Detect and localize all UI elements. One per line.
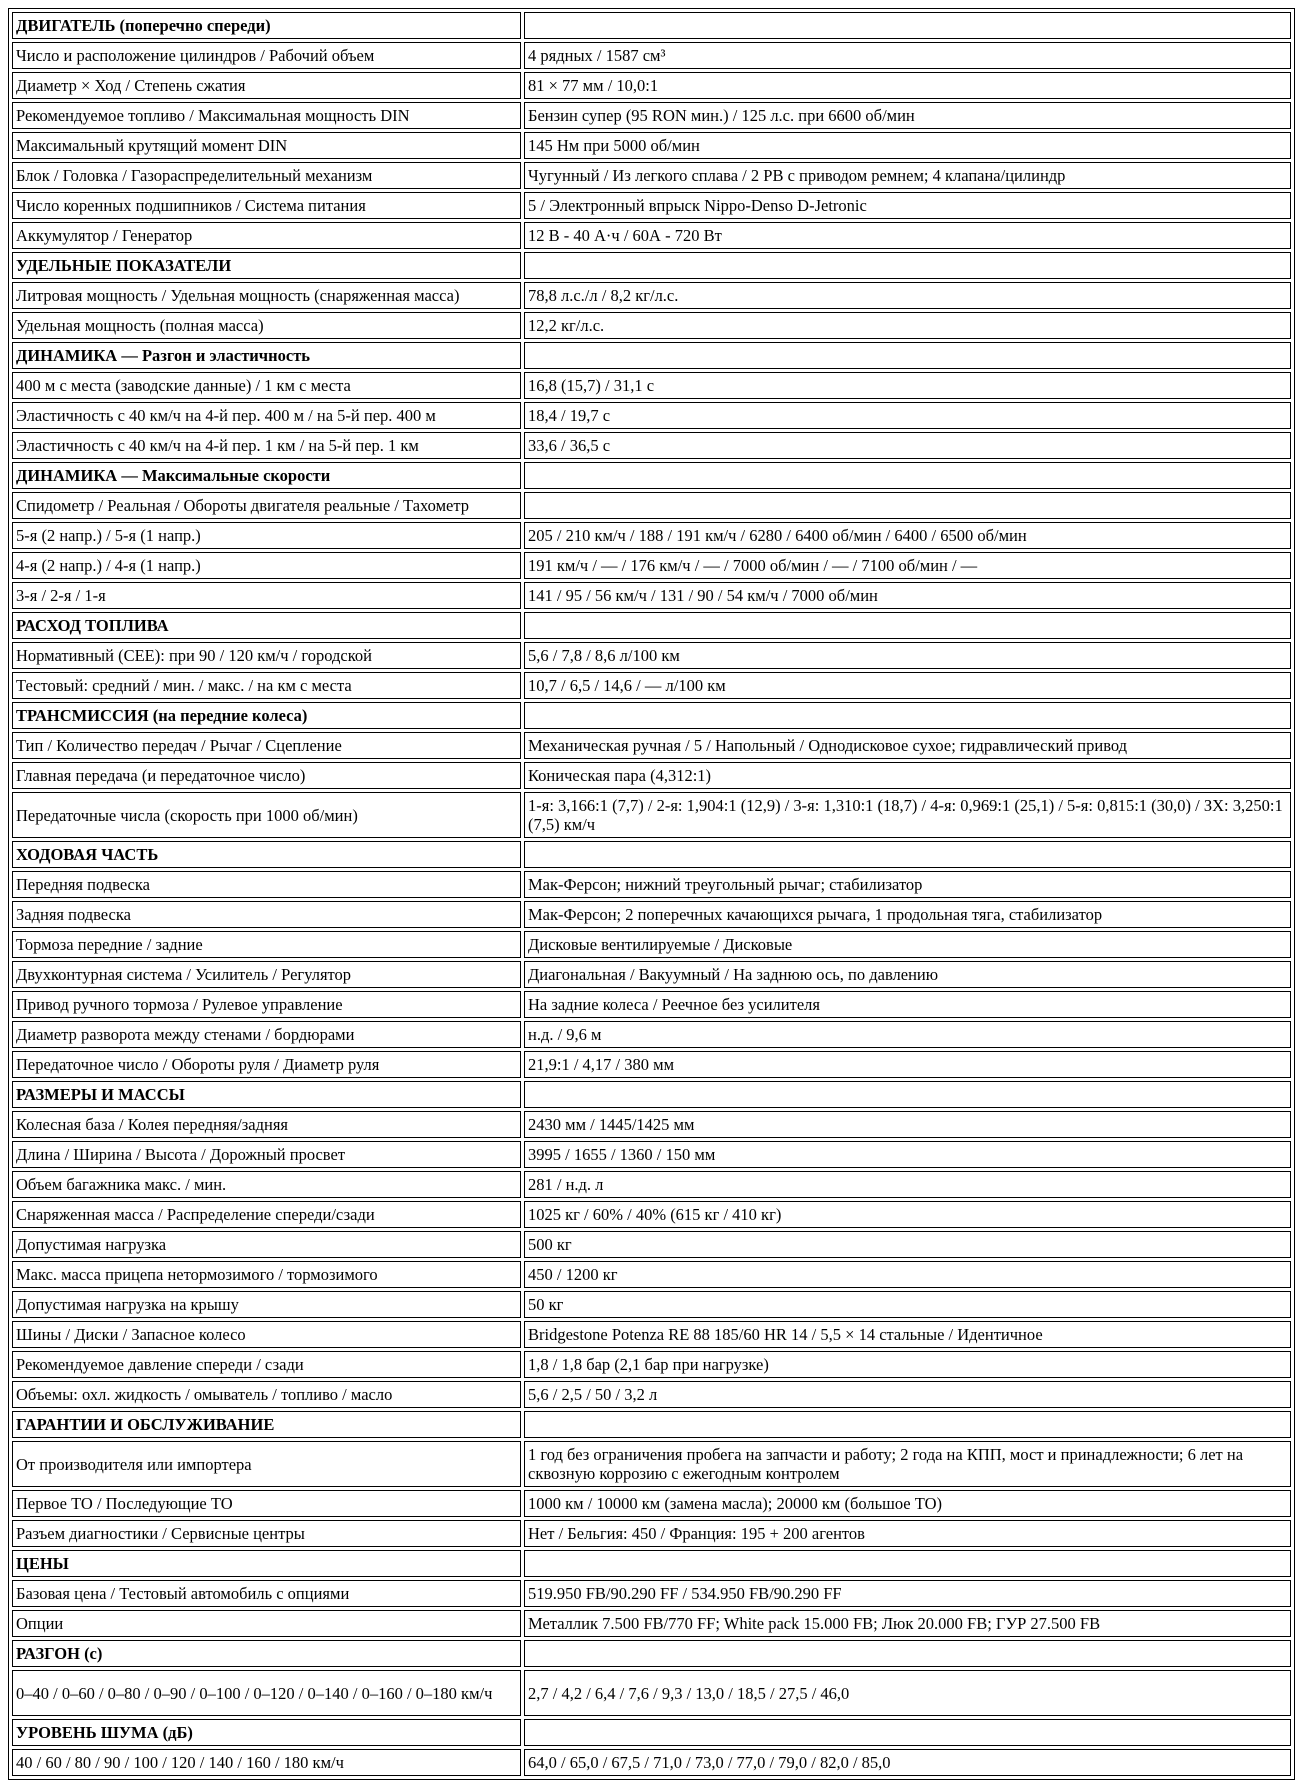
table-row xyxy=(12,1291,1291,1318)
parameter-value xyxy=(524,1719,1291,1746)
parameter-value: 1-я: 3,166:1 (7,7) / 2-я: 1,904:1 (12,9) / 3-я: 1,310:1 (18,7) / 4-я: 0,969:1 (25,1) / 5-я: 0,815:1 (30,0) / ЗХ: 3,250:1 (7,5) км/ч xyxy=(524,792,1291,838)
table-row xyxy=(12,1171,1291,1198)
table-row xyxy=(12,871,1291,898)
table-row xyxy=(12,1520,1291,1547)
parameter-label: Рекомендуемое топливо / Максимальная мощность DIN xyxy=(12,102,521,129)
table-row xyxy=(12,1231,1291,1258)
parameter-value: 2,7 / 4,2 / 6,4 / 7,6 / 9,3 / 13,0 / 18,5 / 27,5 / 46,0 xyxy=(524,1670,1291,1716)
section-header-row xyxy=(12,1411,1291,1438)
section-header-row xyxy=(12,12,1291,39)
table-row xyxy=(12,901,1291,928)
table-row xyxy=(12,1490,1291,1517)
parameter-value xyxy=(524,252,1291,279)
table-row xyxy=(12,1670,1291,1716)
parameter-label: Тестовый: средний / мин. / макс. / на км с места xyxy=(12,672,521,699)
table-row xyxy=(12,961,1291,988)
section-header-row xyxy=(12,1550,1291,1577)
parameter-label: Шины / Диски / Запасное колесо xyxy=(12,1321,521,1348)
parameter-value xyxy=(524,342,1291,369)
table-row xyxy=(12,522,1291,549)
table-row xyxy=(12,1351,1291,1378)
parameter-value: 16,8 (15,7) / 31,1 с xyxy=(524,372,1291,399)
table-row xyxy=(12,102,1291,129)
parameter-label: Двухконтурная система / Усилитель / Регулятор xyxy=(12,961,521,988)
table-row xyxy=(12,192,1291,219)
table-row xyxy=(12,1021,1291,1048)
parameter-value xyxy=(524,841,1291,868)
parameter-label: Допустимая нагрузка xyxy=(12,1231,521,1258)
section-header-row xyxy=(12,462,1291,489)
section-header-row xyxy=(12,1719,1291,1746)
parameter-value: 5 / Электронный впрыск Nippo-Denso D-Jetronic xyxy=(524,192,1291,219)
parameter-label: 5-я (2 напр.) / 5-я (1 напр.) xyxy=(12,522,521,549)
section-title: РАЗМЕРЫ И МАССЫ xyxy=(12,1081,521,1108)
parameter-label: Тормоза передние / задние xyxy=(12,931,521,958)
parameter-label: Эластичность с 40 км/ч на 4-й пер. 400 м / на 5-й пер. 400 м xyxy=(12,402,521,429)
section-header-row xyxy=(12,702,1291,729)
parameter-value: 5,6 / 2,5 / 50 / 3,2 л xyxy=(524,1381,1291,1408)
parameter-label: Блок / Головка / Газораспределительный механизм xyxy=(12,162,521,189)
parameter-value xyxy=(524,1081,1291,1108)
parameter-label: От производителя или импортера xyxy=(12,1441,521,1487)
section-header-row xyxy=(12,1081,1291,1108)
parameter-value: Дисковые вентилируемые / Дисковые xyxy=(524,931,1291,958)
parameter-value: 4 рядных / 1587 см³ xyxy=(524,42,1291,69)
table-row xyxy=(12,931,1291,958)
table-row xyxy=(12,991,1291,1018)
table-row xyxy=(12,1381,1291,1408)
parameter-label: Макс. масса прицепа нетормозимого / тормозимого xyxy=(12,1261,521,1288)
table-row xyxy=(12,762,1291,789)
parameter-label: Опции xyxy=(12,1610,521,1637)
parameter-value: 64,0 / 65,0 / 67,5 / 71,0 / 73,0 / 77,0 / 79,0 / 82,0 / 85,0 xyxy=(524,1749,1291,1776)
section-header-row xyxy=(12,342,1291,369)
parameter-label: Объемы: охл. жидкость / омыватель / топливо / масло xyxy=(12,1381,521,1408)
parameter-label: Передняя подвеска xyxy=(12,871,521,898)
parameter-value: Мак-Ферсон; нижний треугольный рычаг; стабилизатор xyxy=(524,871,1291,898)
parameter-label: Привод ручного тормоза / Рулевое управление xyxy=(12,991,521,1018)
table-row xyxy=(12,582,1291,609)
section-title: ДВИГАТЕЛЬ (поперечно спереди) xyxy=(12,12,521,39)
parameter-value: 33,6 / 36,5 с xyxy=(524,432,1291,459)
parameter-label: 400 м с места (заводские данные) / 1 км с места xyxy=(12,372,521,399)
parameter-label: Удельная мощность (полная масса) xyxy=(12,312,521,339)
table-row xyxy=(12,72,1291,99)
table-row xyxy=(12,162,1291,189)
parameter-value: 10,7 / 6,5 / 14,6 / — л/100 км xyxy=(524,672,1291,699)
spec-table xyxy=(8,8,1295,1780)
section-title: РАСХОД ТОПЛИВА xyxy=(12,612,521,639)
parameter-label: Нормативный (СЕЕ): при 90 / 120 км/ч / городской xyxy=(12,642,521,669)
parameter-value: 519.950 FB/90.290 FF / 534.950 FB/90.290 FF xyxy=(524,1580,1291,1607)
parameter-label: Объем багажника макс. / мин. xyxy=(12,1171,521,1198)
section-title: УРОВЕНЬ ШУМА (дБ) xyxy=(12,1719,521,1746)
table-row xyxy=(12,222,1291,249)
parameter-value xyxy=(524,1640,1291,1667)
parameter-value: Чугунный / Из легкого сплава / 2 РВ с приводом ремнем; 4 клапана/цилиндр xyxy=(524,162,1291,189)
table-row xyxy=(12,42,1291,69)
table-row xyxy=(12,642,1291,669)
parameter-value: Bridgestone Potenza RE 88 185/60 HR 14 / 5,5 × 14 стальные / Идентичное xyxy=(524,1321,1291,1348)
parameter-value: 81 × 77 мм / 10,0:1 xyxy=(524,72,1291,99)
parameter-value: 5,6 / 7,8 / 8,6 л/100 км xyxy=(524,642,1291,669)
parameter-value: 1 год без ограничения пробега на запчасти и работу; 2 года на КПП, мост и принадлежности; 6 лет на сквозную коррозию с ежегодным контролем xyxy=(524,1441,1291,1487)
parameter-value: 145 Нм при 5000 об/мин xyxy=(524,132,1291,159)
parameter-label: Длина / Ширина / Высота / Дорожный просвет xyxy=(12,1141,521,1168)
table-row xyxy=(12,732,1291,759)
table-row xyxy=(12,552,1291,579)
parameter-value: 50 кг xyxy=(524,1291,1291,1318)
table-row xyxy=(12,372,1291,399)
parameter-label: Задняя подвеска xyxy=(12,901,521,928)
parameter-value: 205 / 210 км/ч / 188 / 191 км/ч / 6280 / 6400 об/мин / 6400 / 6500 об/мин xyxy=(524,522,1291,549)
parameter-label: 3-я / 2-я / 1-я xyxy=(12,582,521,609)
table-row xyxy=(12,672,1291,699)
parameter-label: Аккумулятор / Генератор xyxy=(12,222,521,249)
table-row xyxy=(12,1141,1291,1168)
parameter-value: 191 км/ч / — / 176 км/ч / — / 7000 об/мин / — / 7100 об/мин / — xyxy=(524,552,1291,579)
parameter-label: Рекомендуемое давление спереди / сзади xyxy=(12,1351,521,1378)
parameter-label: Диаметр × Ход / Степень сжатия xyxy=(12,72,521,99)
parameter-value: 2430 мм / 1445/1425 мм xyxy=(524,1111,1291,1138)
parameter-value: 500 кг xyxy=(524,1231,1291,1258)
table-row xyxy=(12,1610,1291,1637)
parameter-value: 12,2 кг/л.с. xyxy=(524,312,1291,339)
parameter-value: 450 / 1200 кг xyxy=(524,1261,1291,1288)
section-title: ХОДОВАЯ ЧАСТЬ xyxy=(12,841,521,868)
table-row xyxy=(12,1261,1291,1288)
table-row xyxy=(12,132,1291,159)
parameter-value: 18,4 / 19,7 с xyxy=(524,402,1291,429)
parameter-value: н.д. / 9,6 м xyxy=(524,1021,1291,1048)
parameter-label: Разъем диагностики / Сервисные центры xyxy=(12,1520,521,1547)
parameter-label: Максимальный крутящий момент DIN xyxy=(12,132,521,159)
section-title: ТРАНСМИССИЯ (на передние колеса) xyxy=(12,702,521,729)
table-row xyxy=(12,1201,1291,1228)
table-row xyxy=(12,282,1291,309)
parameter-label: Колесная база / Колея передняя/задняя xyxy=(12,1111,521,1138)
parameter-value: Диагональная / Вакуумный / На заднюю ось, по давлению xyxy=(524,961,1291,988)
table-row xyxy=(12,312,1291,339)
parameter-label: Передаточные числа (скорость при 1000 об/мин) xyxy=(12,792,521,838)
parameter-value xyxy=(524,1411,1291,1438)
table-row xyxy=(12,1749,1291,1776)
parameter-value: 1025 кг / 60% / 40% (615 кг / 410 кг) xyxy=(524,1201,1291,1228)
parameter-value: Металлик 7.500 FB/770 FF; White pack 15.000 FB; Люк 20.000 FB; ГУР 27.500 FB xyxy=(524,1610,1291,1637)
parameter-value: 281 / н.д. л xyxy=(524,1171,1291,1198)
parameter-label: Число и расположение цилиндров / Рабочий объем xyxy=(12,42,521,69)
parameter-label: Базовая цена / Тестовый автомобиль с опциями xyxy=(12,1580,521,1607)
parameter-label: Диаметр разворота между стенами / бордюрами xyxy=(12,1021,521,1048)
parameter-label: Главная передача (и передаточное число) xyxy=(12,762,521,789)
parameter-label: Тип / Количество передач / Рычаг / Сцепление xyxy=(12,732,521,759)
parameter-label: Эластичность с 40 км/ч на 4-й пер. 1 км / на 5-й пер. 1 км xyxy=(12,432,521,459)
parameter-label: Первое ТО / Последующие ТО xyxy=(12,1490,521,1517)
table-row xyxy=(12,402,1291,429)
parameter-value: 1000 км / 10000 км (замена масла); 20000 км (большое ТО) xyxy=(524,1490,1291,1517)
section-title: УДЕЛЬНЫЕ ПОКАЗАТЕЛИ xyxy=(12,252,521,279)
parameter-value: 12 В - 40 А·ч / 60А - 720 Вт xyxy=(524,222,1291,249)
parameter-label: 40 / 60 / 80 / 90 / 100 / 120 / 140 / 160 / 180 км/ч xyxy=(12,1749,521,1776)
parameter-label: Число коренных подшипников / Система питания xyxy=(12,192,521,219)
table-row xyxy=(12,792,1291,838)
parameter-value: Нет / Бельгия: 450 / Франция: 195 + 200 агентов xyxy=(524,1520,1291,1547)
table-row xyxy=(12,1051,1291,1078)
parameter-value: Мак-Ферсон; 2 поперечных качающихся рычага, 1 продольная тяга, стабилизатор xyxy=(524,901,1291,928)
parameter-label: Снаряженная масса / Распределение спереди/сзади xyxy=(12,1201,521,1228)
table-row xyxy=(12,1321,1291,1348)
table-row xyxy=(12,492,1291,519)
parameter-value xyxy=(524,702,1291,729)
table-row xyxy=(12,1111,1291,1138)
table-row xyxy=(12,432,1291,459)
section-title: РАЗГОН (с) xyxy=(12,1640,521,1667)
parameter-value xyxy=(524,12,1291,39)
table-row xyxy=(12,1441,1291,1487)
section-header-row xyxy=(12,1640,1291,1667)
parameter-value: 78,8 л.с./л / 8,2 кг/л.с. xyxy=(524,282,1291,309)
parameter-label: 0–40 / 0–60 / 0–80 / 0–90 / 0–100 / 0–120 / 0–140 / 0–160 / 0–180 км/ч xyxy=(12,1670,521,1716)
parameter-label: 4-я (2 напр.) / 4-я (1 напр.) xyxy=(12,552,521,579)
section-header-row xyxy=(12,252,1291,279)
parameter-value xyxy=(524,1550,1291,1577)
parameter-value: Коническая пара (4,312:1) xyxy=(524,762,1291,789)
parameter-label: Допустимая нагрузка на крышу xyxy=(12,1291,521,1318)
section-title: ДИНАМИКА — Максимальные скорости xyxy=(12,462,521,489)
parameter-value xyxy=(524,492,1291,519)
parameter-value xyxy=(524,612,1291,639)
parameter-value: Механическая ручная / 5 / Напольный / Однодисковое сухое; гидравлический привод xyxy=(524,732,1291,759)
table-row xyxy=(12,1580,1291,1607)
parameter-label: Передаточное число / Обороты руля / Диаметр руля xyxy=(12,1051,521,1078)
parameter-value: 21,9:1 / 4,17 / 380 мм xyxy=(524,1051,1291,1078)
parameter-label: Литровая мощность / Удельная мощность (снаряженная масса) xyxy=(12,282,521,309)
section-title: ГАРАНТИИ И ОБСЛУЖИВАНИЕ xyxy=(12,1411,521,1438)
parameter-label: Спидометр / Реальная / Обороты двигателя реальные / Тахометр xyxy=(12,492,521,519)
parameter-value: Бензин супер (95 RON мин.) / 125 л.с. при 6600 об/мин xyxy=(524,102,1291,129)
section-title: ЦЕНЫ xyxy=(12,1550,521,1577)
parameter-value xyxy=(524,462,1291,489)
spec-table-body xyxy=(12,12,1291,1776)
section-header-row xyxy=(12,612,1291,639)
section-header-row xyxy=(12,841,1291,868)
parameter-value: 141 / 95 / 56 км/ч / 131 / 90 / 54 км/ч / 7000 об/мин xyxy=(524,582,1291,609)
section-title: ДИНАМИКА — Разгон и эластичность xyxy=(12,342,521,369)
parameter-value: 1,8 / 1,8 бар (2,1 бар при нагрузке) xyxy=(524,1351,1291,1378)
parameter-value: 3995 / 1655 / 1360 / 150 мм xyxy=(524,1141,1291,1168)
parameter-value: На задние колеса / Реечное без усилителя xyxy=(524,991,1291,1018)
